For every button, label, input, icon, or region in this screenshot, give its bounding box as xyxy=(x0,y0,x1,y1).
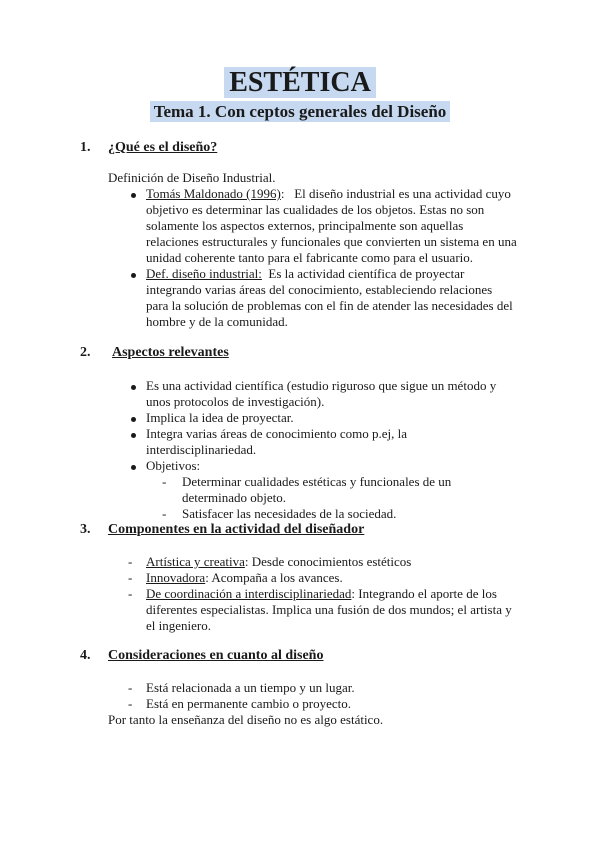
section-1-heading: ¿Qué es el diseño? xyxy=(108,140,218,155)
section-2-heading: Aspectos relevantes xyxy=(112,345,229,360)
section-3-number: 3. xyxy=(80,522,91,537)
bullet-line: objetivo es determinar las cualidades de los objetos. Estas no son xyxy=(146,202,485,217)
dash-icon: - xyxy=(162,506,167,521)
section-2-bullet-3 xyxy=(146,426,546,458)
bullet-sep: : xyxy=(280,186,285,201)
item-term: De coordinación a interdisciplinariedad xyxy=(146,586,352,601)
dash-icon: - xyxy=(128,680,133,695)
bullet-icon xyxy=(131,433,136,438)
dash-icon: - xyxy=(162,474,167,489)
dash-icon: - xyxy=(128,586,133,601)
subtitle-text: Tema 1. Con ceptos generales del Diseño xyxy=(150,101,451,122)
item-line: el ingeniero. xyxy=(146,618,211,633)
bullet-line: Es una actividad científica (estudio riguroso que sigue un método y xyxy=(146,378,497,393)
bullet-icon xyxy=(131,465,136,470)
bullet-line: para la solución de problemas con el fin de atender las necesidades del xyxy=(146,298,513,313)
title-text: ESTÉTICA xyxy=(224,67,376,98)
section-1-number: 1. xyxy=(80,140,91,155)
bullet-line: interdisciplinariedad. xyxy=(146,442,257,457)
section-4-item-1: Está relacionada a un tiempo y un lugar. xyxy=(146,680,355,695)
bullet-line: El diseño industrial es una actividad cuyo xyxy=(294,186,511,201)
bullet-icon xyxy=(131,273,136,278)
bullet-line: hombre y de la comunidad. xyxy=(146,314,288,329)
bullet-line: unidad coherente tanto para el fabricante como para el usuario. xyxy=(146,250,474,265)
section-4-number: 4. xyxy=(80,648,91,663)
bullet-line: Integra varias áreas de conocimiento como p.ej, la xyxy=(146,426,407,441)
item-line: : Acompaña a los avances. xyxy=(205,570,343,585)
section-2-number: 2. xyxy=(80,345,91,360)
section-3-heading: Componentes en la actividad del diseñador xyxy=(108,522,365,537)
section-1-bullet-1 xyxy=(146,186,546,266)
item-term: Artística y creativa xyxy=(146,554,245,569)
section-2-bullet-2: Implica la idea de proyectar. xyxy=(146,410,294,425)
dash-icon: - xyxy=(128,554,133,569)
document-subtitle xyxy=(0,102,600,122)
section-1-intro: Definición de Diseño Industrial. xyxy=(108,170,276,185)
section-2-subitem-2: Satisfacer las necesidades de la sociedad. xyxy=(182,506,397,521)
bullet-line: unos protocolos de investigación). xyxy=(146,394,325,409)
item-line: : Desde conocimientos estéticos xyxy=(244,554,412,569)
subitem-line: Determinar cualidades estéticas y funcionales de un xyxy=(182,474,452,489)
item-term: Innovadora xyxy=(146,570,206,585)
bullet-icon xyxy=(131,193,136,198)
bullet-line: Es la actividad científica de proyectar xyxy=(268,266,465,281)
bullet-line: relaciones estructurales y funcionales que convierten un sistema en una xyxy=(146,234,517,249)
section-2-bullet-1 xyxy=(146,378,546,410)
dash-icon: - xyxy=(128,696,133,711)
item-line: diferentes especialistas. Implica una fusión de dos mundos; el artista y xyxy=(146,602,512,617)
section-2-bullet-4: Objetivos: xyxy=(146,458,201,473)
bullet-icon xyxy=(131,385,136,390)
bullet-line: integrando varias áreas del conocimiento, estableciendo relaciones xyxy=(146,282,493,297)
bullet-icon xyxy=(131,417,136,422)
section-3-item-2 xyxy=(146,570,343,586)
subitem-line: determinado objeto. xyxy=(182,490,286,505)
section-4-heading: Consideraciones en cuanto al diseño xyxy=(108,648,324,663)
item-line: : Integrando el aporte de los xyxy=(351,586,497,601)
section-2-subitem-1 xyxy=(182,474,542,506)
document-title xyxy=(0,66,600,100)
dash-icon: - xyxy=(128,570,133,585)
section-3-item-3 xyxy=(146,586,546,634)
bullet-term: Def. diseño industrial: xyxy=(146,266,262,281)
section-4-item-2: Está en permanente cambio o proyecto. xyxy=(146,696,352,711)
bullet-line: solamente los aspectos externos, principalmente son aquellas xyxy=(146,218,464,233)
section-1-bullet-2 xyxy=(146,266,546,330)
section-3-item-1 xyxy=(146,554,411,570)
section-4-conclusion: Por tanto la enseñanza del diseño no es algo estático. xyxy=(108,712,384,727)
bullet-term: Tomás Maldonado (1996) xyxy=(146,186,281,201)
